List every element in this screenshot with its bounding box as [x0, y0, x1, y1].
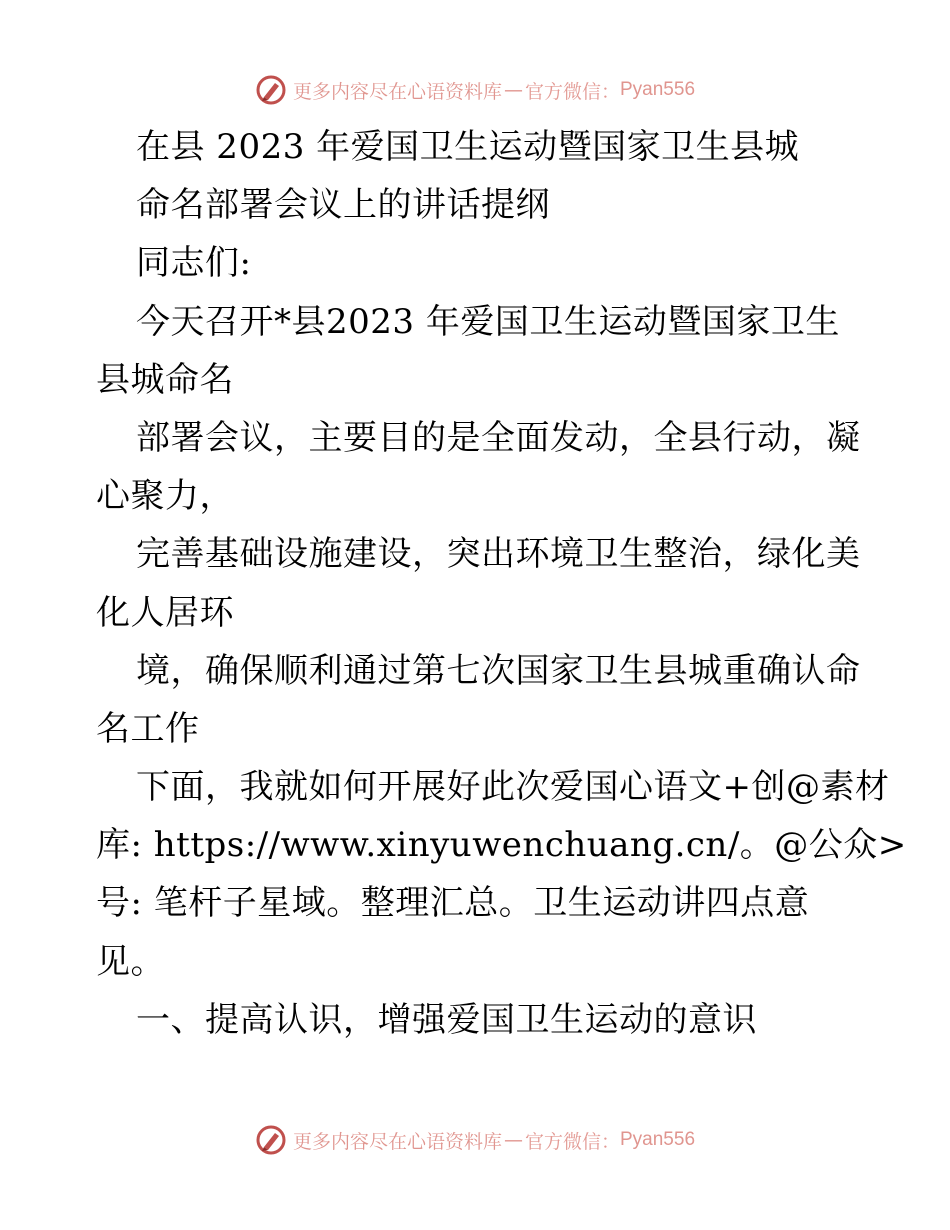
title-line-1: 在县 2023 年爱国卫生运动暨国家卫生县城 — [136, 127, 800, 167]
footer-watermark — [0, 1120, 950, 1160]
watermark-main-text: 更多内容尽在心语资料库 — [292, 1130, 502, 1153]
pen-circle-logo-icon — [255, 1124, 287, 1156]
paragraph-line: 部署会议，主要目的是全面发动，全县行动，凝 — [136, 417, 861, 458]
paragraph-line: 化人居环 — [96, 592, 234, 633]
paragraph-line: 见。 — [96, 941, 165, 982]
pen-circle-logo-icon — [255, 74, 287, 106]
paragraph-line: 号: 笔杆子星域。整理汇总。卫生运动讲四点意 — [96, 883, 810, 924]
paragraph-line: 境，确保顺利通过第七次国家卫生县城重确认命 — [136, 650, 861, 691]
watermark-label: 官方微信： — [524, 1130, 620, 1153]
paragraph-line: 完善基础设施建设，突出环境卫生整治，绿化美 — [136, 534, 861, 575]
title-line-2: 命名部署会议上的讲话提纲 — [136, 185, 550, 226]
paragraph-line: 今天召开*县2023 年爱国卫生运动暨国家卫生 — [136, 301, 840, 342]
document-body — [96, 118, 907, 1049]
paragraph-line: 心聚力， — [96, 476, 234, 517]
watermark-dash: — — [503, 1129, 523, 1151]
watermark-dash: — — [503, 79, 523, 101]
section-heading-1: 一、提高认识，增强爱国卫生运动的意识 — [136, 999, 757, 1040]
watermark-main-text: 更多内容尽在心语资料库 — [292, 80, 502, 103]
paragraph-line: 下面，我就如何开展好此次爱国心语文+创@素材 — [136, 767, 890, 808]
salutation: 同志们: — [136, 243, 252, 284]
paragraph-line: 县城命名 — [96, 359, 234, 400]
paragraph-line: 名工作 — [96, 708, 200, 749]
paragraph-line-url: 库: https://www.xinyuwenchuang.cn/。@公众> — [96, 825, 907, 866]
watermark-wechat-id: Pyan556 — [620, 79, 696, 100]
header-watermark — [0, 70, 950, 110]
watermark-label: 官方微信： — [524, 80, 620, 103]
watermark-wechat-id: Pyan556 — [620, 1129, 696, 1150]
